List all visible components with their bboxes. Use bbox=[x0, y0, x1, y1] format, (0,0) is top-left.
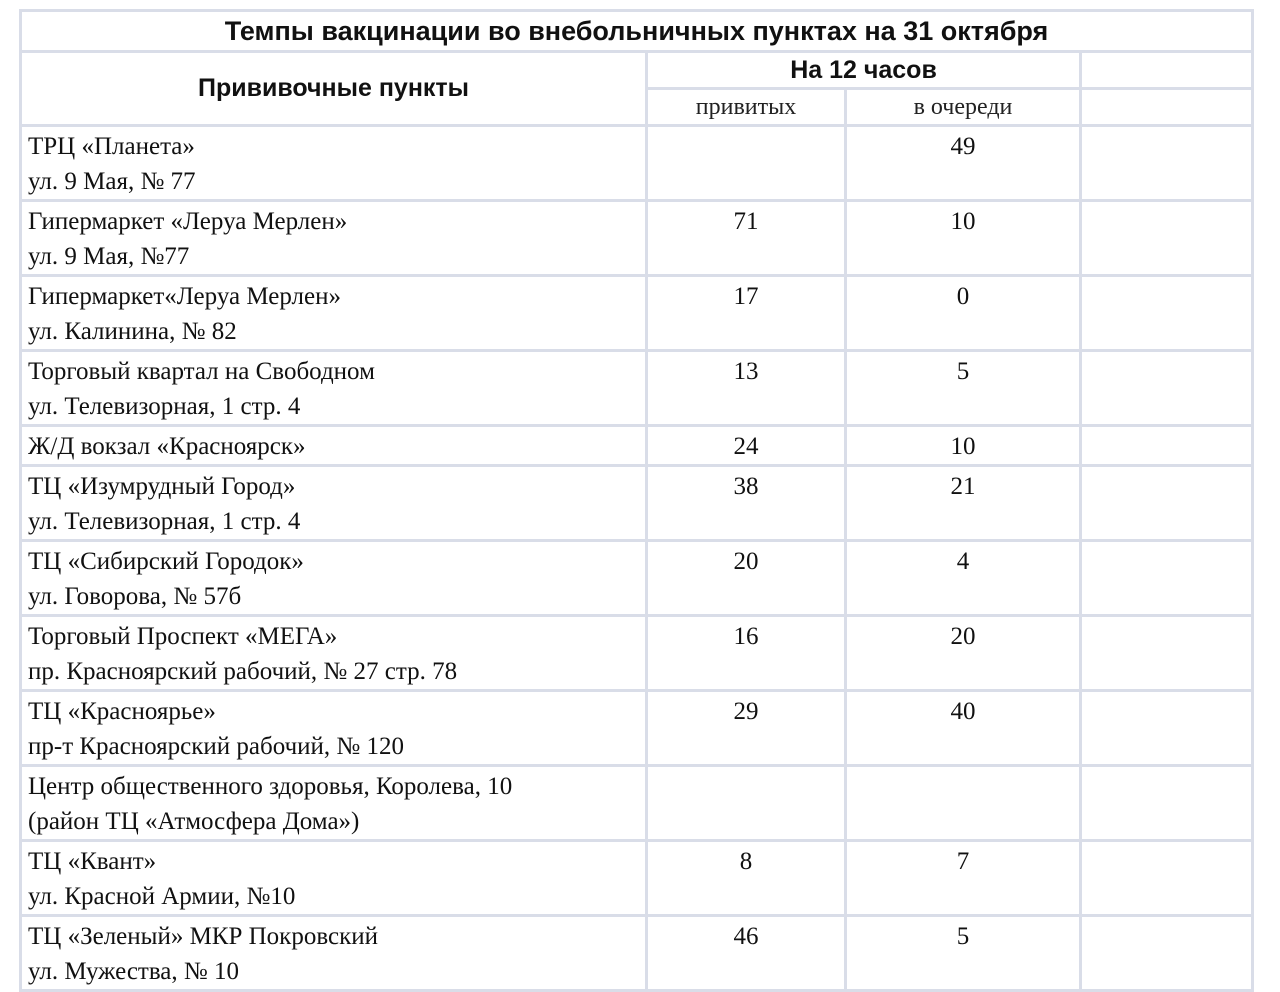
extra-cell bbox=[1081, 616, 1253, 691]
queue-count: 21 bbox=[846, 466, 1081, 541]
vaccinated-count: 29 bbox=[647, 691, 846, 766]
vaccination-point-cell bbox=[21, 201, 647, 276]
extra-cell bbox=[1081, 201, 1253, 276]
extra-cell bbox=[1081, 426, 1253, 466]
vaccinated-count: 13 bbox=[647, 351, 846, 426]
vaccination-table bbox=[19, 9, 1254, 992]
point-name: Торговый Проспект «МЕГА» bbox=[28, 623, 338, 650]
table-row bbox=[21, 126, 1253, 201]
point-address: ул. Телевизорная, 1 стр. 4 bbox=[28, 393, 301, 420]
extra-cell bbox=[1081, 766, 1253, 841]
vaccination-point-cell bbox=[21, 766, 647, 841]
point-name: ТЦ «Изумрудный Город» bbox=[28, 473, 296, 500]
point-address: пр-т Красноярский рабочий, № 120 bbox=[28, 733, 405, 760]
queue-count: 5 bbox=[846, 916, 1081, 991]
vaccinated-count: 16 bbox=[647, 616, 846, 691]
queue-count: 5 bbox=[846, 351, 1081, 426]
vaccination-point-cell bbox=[21, 126, 647, 201]
extra-cell bbox=[1081, 126, 1253, 201]
extra-header-cell bbox=[1081, 52, 1253, 89]
time-header: На 12 часов bbox=[647, 52, 1081, 89]
table-row bbox=[21, 201, 1253, 276]
vaccinated-count: 71 bbox=[647, 201, 846, 276]
point-name: Центр общественного здоровья, Королева, 10 bbox=[28, 773, 513, 800]
vaccination-point-cell bbox=[21, 841, 647, 916]
vaccinated-count: 8 bbox=[647, 841, 846, 916]
vaccination-point-cell bbox=[21, 426, 647, 466]
queue-count: 40 bbox=[846, 691, 1081, 766]
point-address: ул. Красной Армии, №10 bbox=[28, 883, 296, 910]
table-row bbox=[21, 351, 1253, 426]
vaccination-point-cell bbox=[21, 616, 647, 691]
vaccination-point-cell bbox=[21, 276, 647, 351]
queue-count: 20 bbox=[846, 616, 1081, 691]
queue-count: 10 bbox=[846, 201, 1081, 276]
extra-cell bbox=[1081, 691, 1253, 766]
point-name: ТРЦ «Планета» bbox=[28, 133, 195, 160]
point-address: ул. 9 Мая, № 77 bbox=[28, 168, 196, 195]
point-address: (район ТЦ «Атмосфера Дома») bbox=[28, 808, 360, 835]
vaccination-point-cell bbox=[21, 691, 647, 766]
vaccination-point-cell bbox=[21, 351, 647, 426]
point-name: ТЦ «Сибирский Городок» bbox=[28, 548, 304, 575]
points-header: Прививочные пункты bbox=[21, 52, 647, 126]
point-address: ул. Калинина, № 82 bbox=[28, 318, 237, 345]
point-name: Гипермаркет«Леруа Мерлен» bbox=[28, 283, 341, 310]
vaccinated-count bbox=[647, 766, 846, 841]
vaccinated-count: 46 bbox=[647, 916, 846, 991]
queue-count bbox=[846, 766, 1081, 841]
extra-cell bbox=[1081, 466, 1253, 541]
title-row bbox=[21, 11, 1253, 52]
point-name: Гипермаркет «Леруа Мерлен» bbox=[28, 208, 348, 235]
extra-cell bbox=[1081, 841, 1253, 916]
point-name: ТЦ «Красноярье» bbox=[28, 698, 216, 725]
vaccinated-count: 24 bbox=[647, 426, 846, 466]
table-row bbox=[21, 426, 1253, 466]
queue-header: в очереди bbox=[846, 89, 1081, 126]
queue-count: 10 bbox=[846, 426, 1081, 466]
vaccination-point-cell bbox=[21, 466, 647, 541]
table-row bbox=[21, 466, 1253, 541]
table-title: Темпы вакцинации во внебольничных пунктах на 31 октября bbox=[21, 11, 1253, 52]
table-row bbox=[21, 841, 1253, 916]
queue-count: 4 bbox=[846, 541, 1081, 616]
extra-cell bbox=[1081, 276, 1253, 351]
queue-count: 0 bbox=[846, 276, 1081, 351]
point-name: Торговый квартал на Свободном bbox=[28, 358, 375, 385]
vaccinated-count: 20 bbox=[647, 541, 846, 616]
table-row bbox=[21, 766, 1253, 841]
vaccinated-count bbox=[647, 126, 846, 201]
vaccinated-count: 17 bbox=[647, 276, 846, 351]
table-row bbox=[21, 916, 1253, 991]
point-address: ул. Телевизорная, 1 стр. 4 bbox=[28, 508, 301, 535]
point-name: ТЦ «Зеленый» МКР Покровский bbox=[28, 923, 378, 950]
extra-cell bbox=[1081, 541, 1253, 616]
point-address: пр. Красноярский рабочий, № 27 стр. 78 bbox=[28, 658, 458, 685]
vaccination-point-cell bbox=[21, 541, 647, 616]
queue-count: 49 bbox=[846, 126, 1081, 201]
point-address: ул. Мужества, № 10 bbox=[28, 958, 240, 985]
table-row bbox=[21, 691, 1253, 766]
table-row bbox=[21, 276, 1253, 351]
vaccinated-count: 38 bbox=[647, 466, 846, 541]
extra-subheader-cell bbox=[1081, 89, 1253, 126]
extra-cell bbox=[1081, 916, 1253, 991]
queue-count: 7 bbox=[846, 841, 1081, 916]
point-address: ул. 9 Мая, №77 bbox=[28, 243, 190, 270]
vaccinated-header: привитых bbox=[647, 89, 846, 126]
vaccination-point-cell bbox=[21, 916, 647, 991]
point-name: ТЦ «Квант» bbox=[28, 848, 157, 875]
table-row bbox=[21, 541, 1253, 616]
point-address: ул. Говорова, № 57б bbox=[28, 583, 242, 610]
table-row bbox=[21, 616, 1253, 691]
extra-cell bbox=[1081, 351, 1253, 426]
point-name: Ж/Д вокзал «Красноярск» bbox=[28, 433, 306, 460]
header-row-1 bbox=[21, 52, 1253, 89]
